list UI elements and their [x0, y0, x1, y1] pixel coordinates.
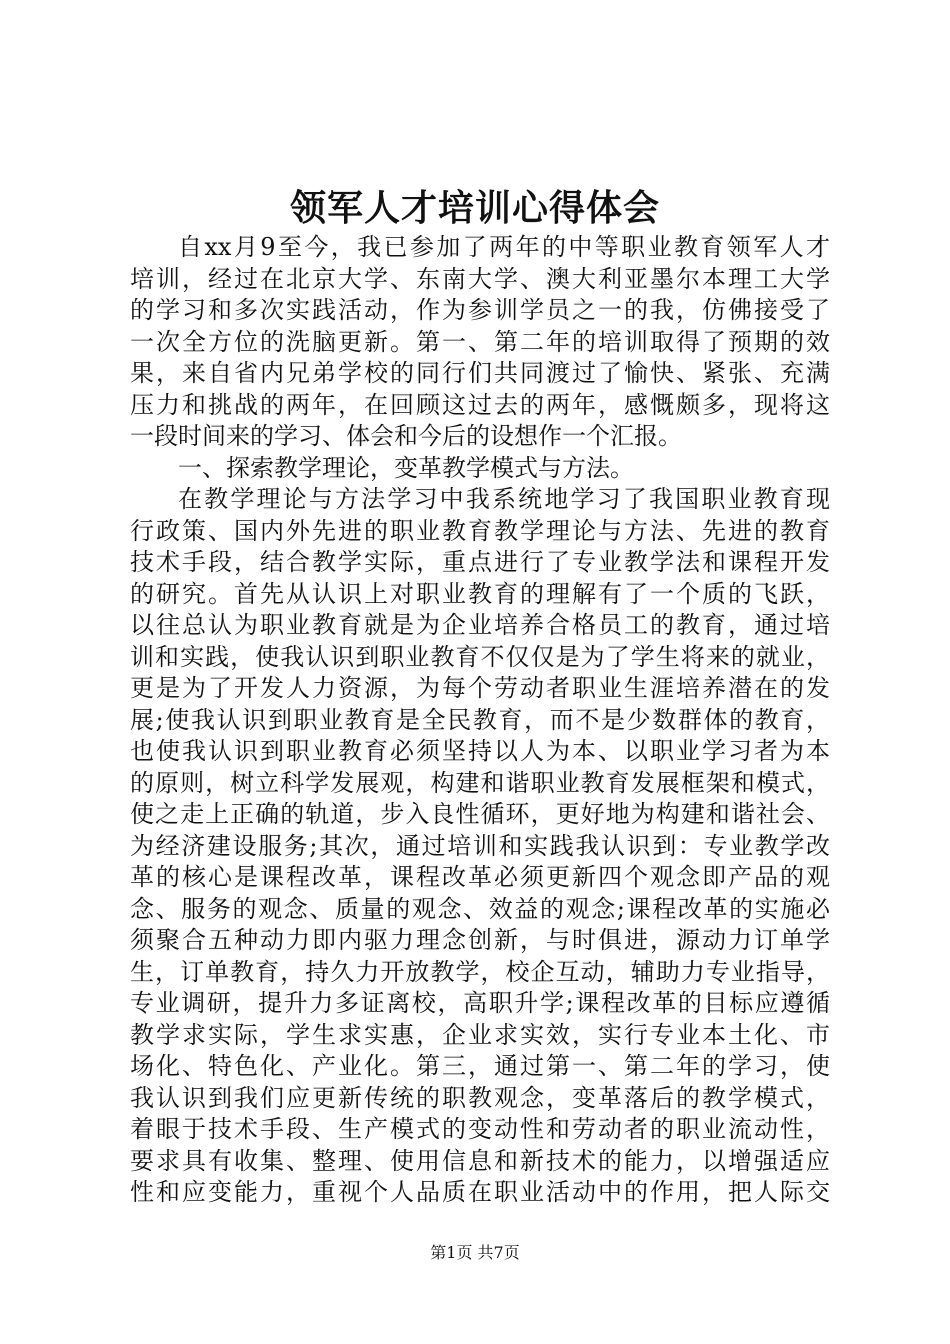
- text-line: 压力和挑战的两年，在回顾这过去的两年，感慨颇多，现将这: [130, 390, 830, 419]
- text-line: 要求具有收集、整理、使用信息和新技术的能力，以增强适应: [130, 1146, 830, 1175]
- text-line: 场化、特色化、产业化。第三，通过第一、第二年的学习，使: [130, 1052, 830, 1080]
- text-line: 念、服务的观念、质量的观念、效益的观念;课程改革的实施必: [130, 894, 830, 923]
- text-line: 培训，经过在北京大学、东南大学、澳大利亚墨尔本理工大学: [130, 264, 830, 293]
- text-line: 为经济建设服务;其次，通过培训和实践我认识到：专业教学改: [130, 831, 830, 860]
- text-line: 着眼于技术手段、生产模式的变动性和劳动者的职业流动性，: [130, 1115, 830, 1143]
- text-line: 更是为了开发人力资源，为每个劳动者职业生涯培养潜在的发: [130, 674, 830, 702]
- text-line: 技术手段，结合教学实际，重点进行了专业教学法和课程开发: [130, 548, 830, 576]
- text-line: 生，订单教育，持久力开放教学，校企互动，辅助力专业指导，: [130, 957, 830, 986]
- document-title: 领军人才培训心得体会: [289, 187, 660, 229]
- text-line: 教学求实际，学生求实惠，企业求实效，实行专业本土化、市: [130, 1020, 830, 1049]
- text-line: 的学习和多次实践活动，作为参训学员之一的我，仿佛接受了: [130, 296, 830, 324]
- text-line: 展;使我认识到职业教育是全民教育，而不是少数群体的教育，: [130, 705, 830, 734]
- text-line: 自xx月9至今，我已参加了两年的中等职业教育领军人才: [178, 233, 830, 261]
- text-line: 使之走上正确的轨道，步入良性循环，更好地为构建和谐社会、: [130, 800, 830, 828]
- text-line: 也使我认识到职业教育必须坚持以人为本、以职业学习者为本: [130, 737, 830, 765]
- text-line: 革的核心是课程改革，课程改革必须更新四个观念即产品的观: [130, 863, 830, 891]
- page-number-footer: 第1页 共7页: [430, 1243, 520, 1262]
- text-line: 的研究。首先从认识上对职业教育的理解有了一个质的飞跃，: [130, 579, 830, 608]
- text-line: 的原则，树立科学发展观，构建和谐职业教育发展框架和模式，: [130, 768, 830, 797]
- text-line: 一段时间来的学习、体会和今后的设想作一个汇报。: [130, 422, 682, 450]
- section-heading: 一、探索教学理论，变革教学模式与方法。: [178, 453, 634, 482]
- text-line: 须聚合五种动力即内驱力理念创新，与时俱进，源动力订单学: [130, 926, 830, 954]
- text-line: 专业调研，提升力多证离校，高职升学;课程改革的目标应遵循: [130, 989, 830, 1017]
- text-line: 训和实践，使我认识到职业教育不仅仅是为了学生将来的就业，: [130, 642, 830, 671]
- text-line: 一次全方位的洗脑更新。第一、第二年的培训取得了预期的效: [130, 327, 830, 356]
- text-line: 我认识到我们应更新传统的职教观念，变革落后的教学模式，: [130, 1083, 830, 1112]
- text-line: 行政策、国内外先进的职业教育教学理论与方法、先进的教育: [130, 516, 830, 545]
- document-body: [130, 232, 830, 1209]
- text-line: 性和应变能力，重视个人品质在职业活动中的作用，把人际交: [130, 1178, 830, 1206]
- text-line: 果，来自省内兄弟学校的同行们共同渡过了愉快、紧张、充满: [130, 359, 830, 387]
- text-line: 以往总认为职业教育就是为企业培养合格员工的教育，通过培: [130, 611, 830, 639]
- text-line: 在教学理论与方法学习中我系统地学习了我国职业教育现: [178, 485, 830, 513]
